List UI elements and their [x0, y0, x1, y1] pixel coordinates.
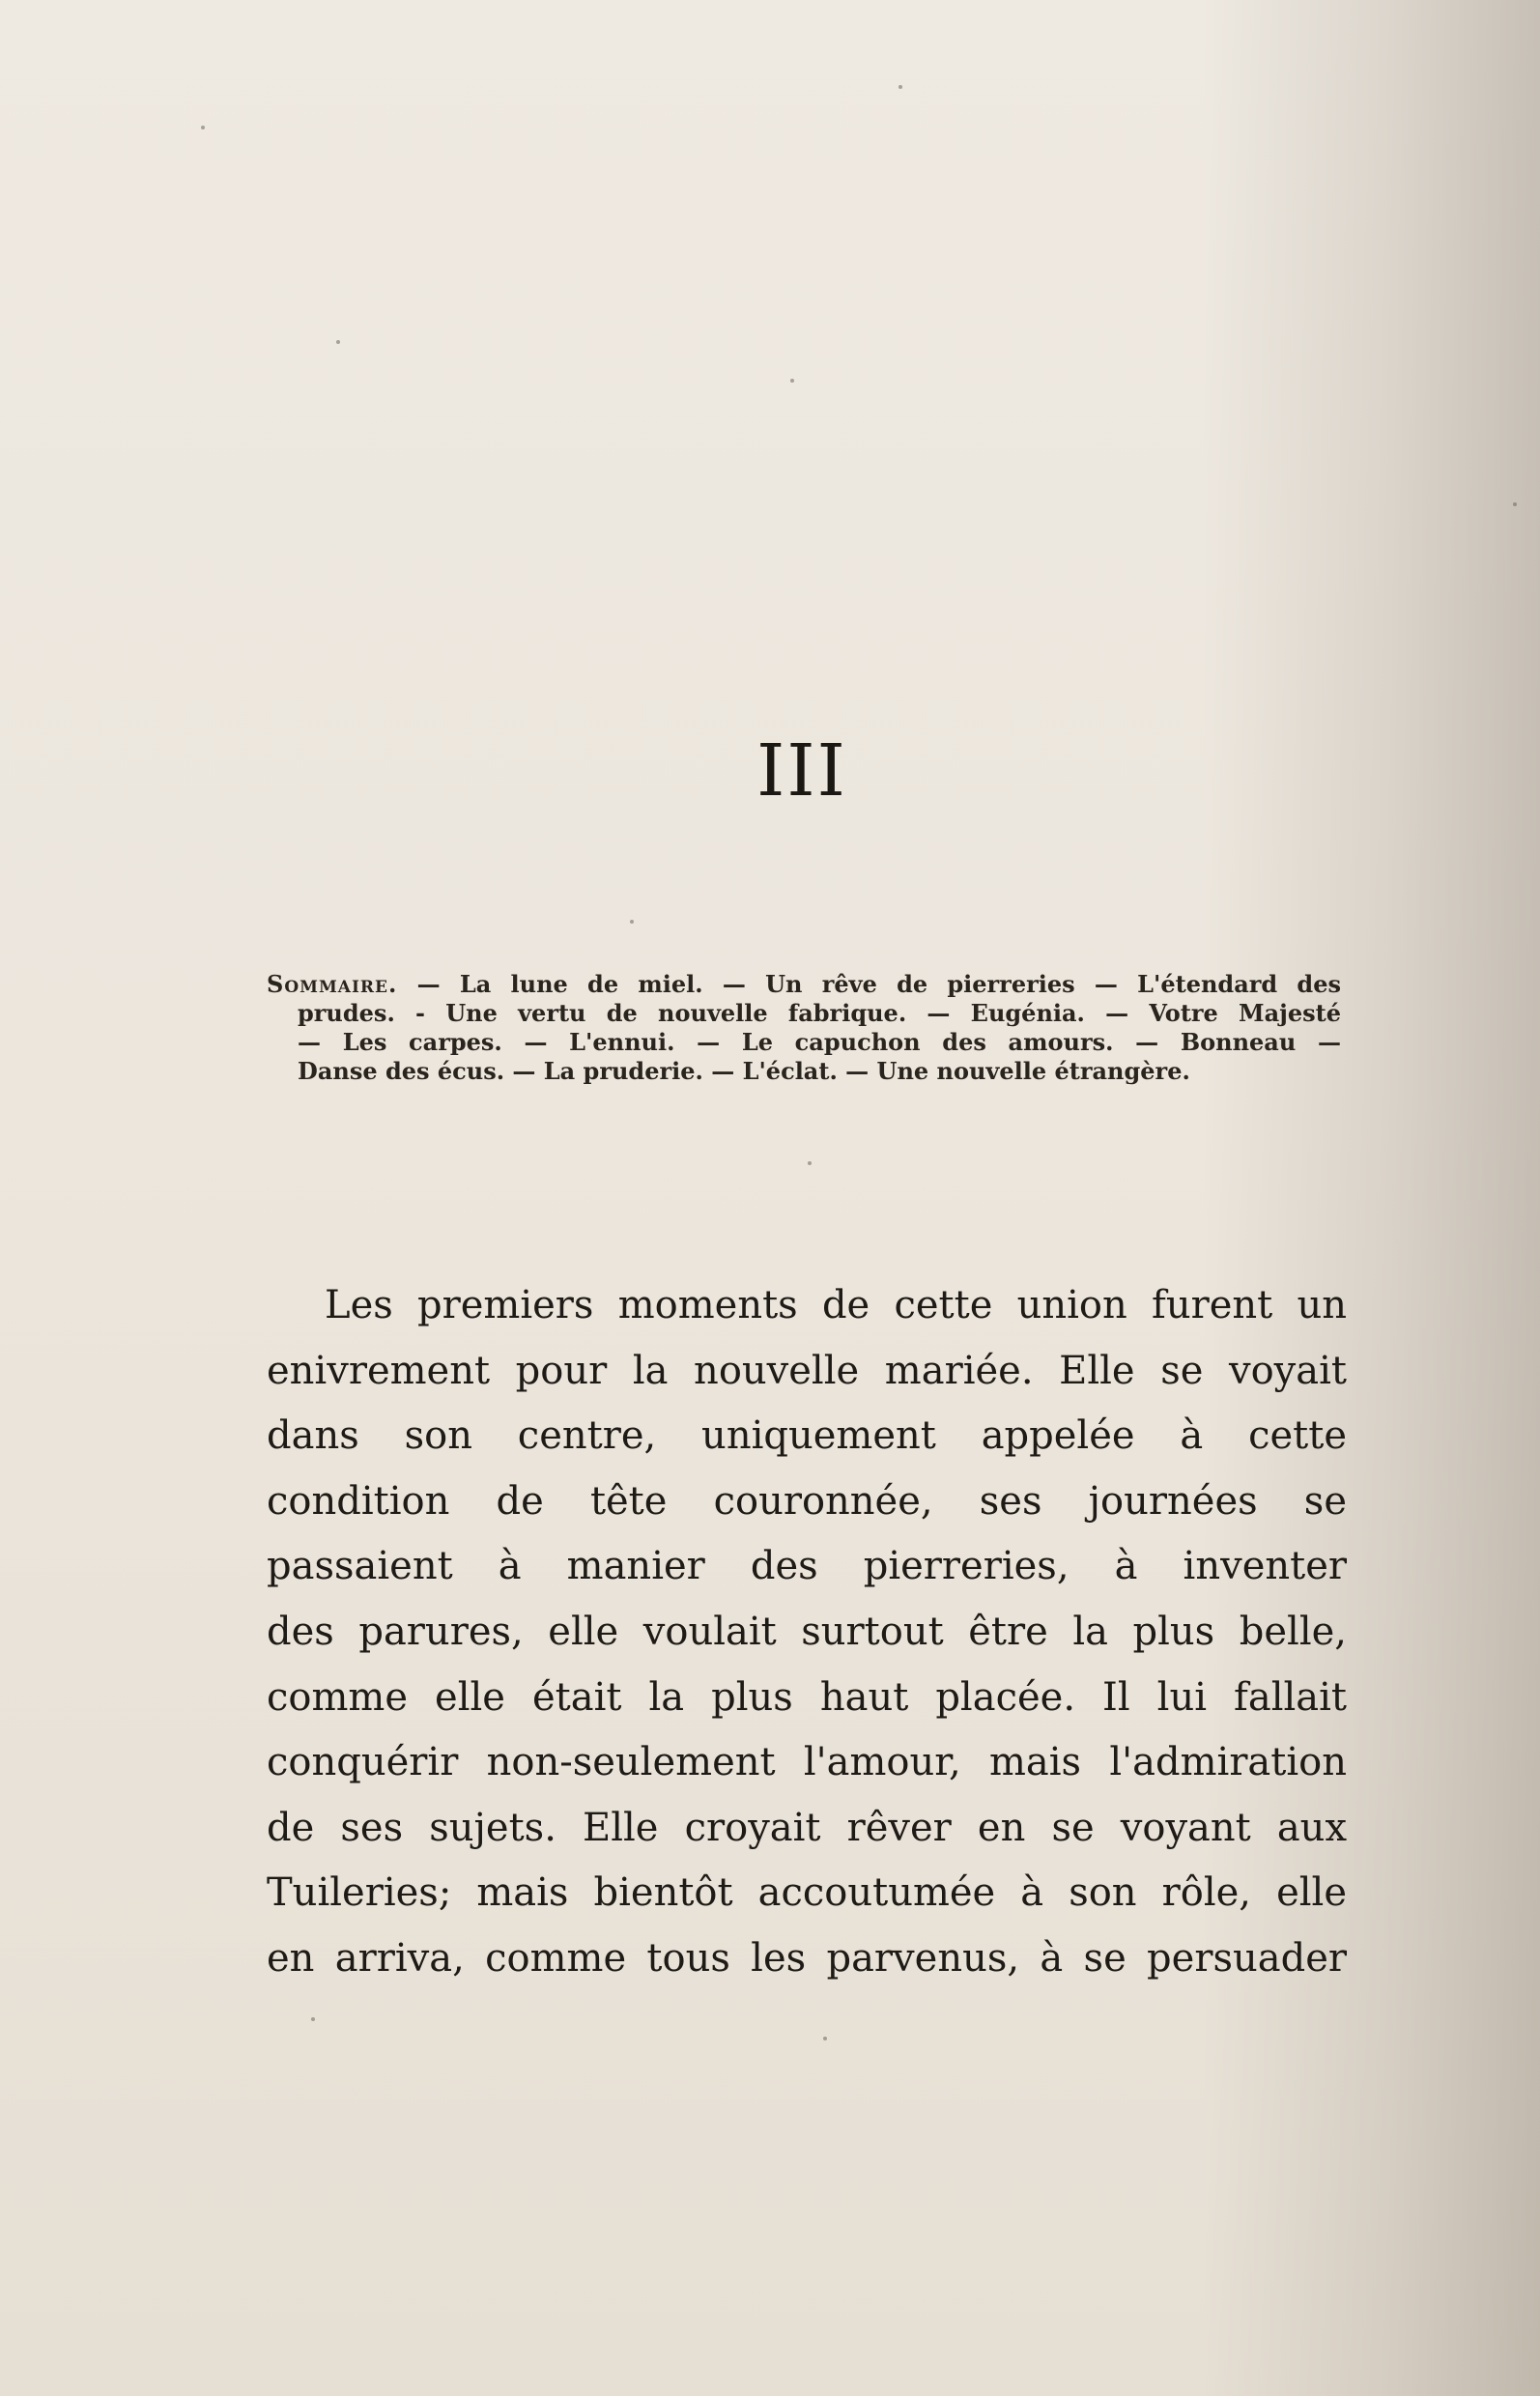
text-line: condition de tête couronnée, ses journées se: [267, 1478, 1347, 1524]
text-line: enivrement pour la nouvelle mariée. Elle se voyait: [267, 1348, 1347, 1393]
text-line: conquérir non-seulement l'amour, mais l'admiration: [267, 1740, 1347, 1785]
paper-speck: [1513, 502, 1517, 506]
summary-line: prudes. - Une vertu de nouvelle fabrique. — Eugénia. — Votre Majesté: [298, 999, 1341, 1027]
chapter-summary: [267, 970, 1341, 1086]
text-line: de ses sujets. Elle croyait rêver en se voyant aux: [267, 1805, 1347, 1850]
summary-line: Danse des écus. — La pruderie. — L'éclat. — Une nouvelle étrangère.: [298, 1057, 1190, 1085]
paper-speck: [823, 2037, 827, 2040]
body-paragraph: [267, 1273, 1347, 1992]
text-line: des parures, elle voulait surtout être la plus belle,: [267, 1609, 1347, 1654]
summary-line: — Les carpes. — L'ennui. — Le capuchon des amours. — Bonneau —: [298, 1028, 1341, 1056]
text-line: en arriva, comme tous les parvenus, à se persuader: [267, 1935, 1347, 1981]
paper-speck: [336, 340, 340, 344]
paper-speck: [311, 2017, 315, 2021]
paper-speck: [898, 85, 902, 89]
text-line: Tuileries; mais bientôt accoutumée à son rôle, elle: [267, 1870, 1347, 1916]
paper-speck: [790, 379, 794, 383]
paper-speck: [808, 1161, 812, 1165]
summary-label: Sommaire.: [267, 970, 398, 998]
summary-line-text: — La lune de miel. — Un rêve de pierreries — L'étendard des: [397, 970, 1341, 998]
paper-speck: [201, 126, 205, 129]
summary-line: [267, 970, 1341, 999]
text-line: dans son centre, uniquement appelée à cette: [267, 1413, 1347, 1459]
text-line: comme elle était la plus haut placée. Il lui fallait: [267, 1674, 1347, 1720]
text-line: Les premiers moments de cette union furent un: [325, 1283, 1347, 1327]
chapter-number: III: [756, 729, 847, 813]
paper-speck: [630, 920, 634, 924]
text-line: passaient à manier des pierreries, à inventer: [267, 1544, 1347, 1589]
